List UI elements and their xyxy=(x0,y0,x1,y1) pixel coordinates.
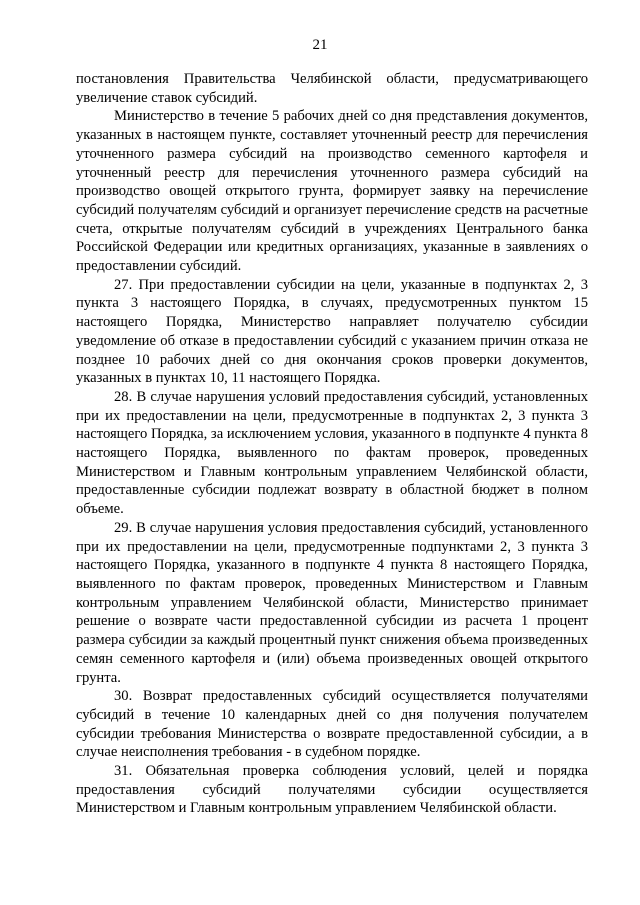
paragraph-29: 29. В случае нарушения условия предоставления субсидий, установленного при их предоставлении на цели, предусмотренные подпунктами 2, 3 пункта 3 настоящего Порядка, указанного в подпункте 4 пункта 8 настоящего Порядка, выявленного по фактам проверок, проведенных Министерством и Главным контрольным управлением Челябинской области, Министерство принимает решение о возврате части предоставленной субсидии из расчета 1 процент размера субсидии за каждый процентный пункт снижения объема произведенных семян семенного картофеля и (или) объема произведенных овощей открытого грунта. xyxy=(76,519,588,686)
document-body xyxy=(76,70,588,818)
paragraph-27: 27. При предоставлении субсидии на цели, указанные в подпунктах 2, 3 пункта 3 настоящего Порядка, в случаях, предусмотренных пунктом 15 настоящего Порядка, Министерство направляет получателю субсидии уведомление об отказе в предоставлении субсидий с указанием причин отказа не позднее 10 рабочих дней со дня окончания сроков проверки документов, указанных в пунктах 10, 11 настоящего Порядка. xyxy=(76,276,588,387)
page-number: 21 xyxy=(312,37,328,53)
paragraph-continuation: постановления Правительства Челябинской области, предусматривающего увеличение ставок субсидий. xyxy=(76,71,588,106)
paragraph-31: 31. Обязательная проверка соблюдения условий, целей и порядка предоставления субсидий получателями субсидии осуществляется Министерством и Главным контрольным управлением Челябинской области. xyxy=(76,763,588,817)
paragraph-ministry-deadline: Министерство в течение 5 рабочих дней со дня представления документов, указанных в настоящем пункте, составляет уточненный реестр для перечисления уточненного размера субсидий на производство семенного картофеля и уточненный реестр для перечисления уточненного размера субсидий на производство овощей открытого грунта, формирует заявку на перечисление субсидий получателям субсидий и организует перечисление средств на расчетные счета, открытые получателям субсидий в учреждениях Центрального банка Российской Федерации или кредитных организациях, указанные в заявлениях о предоставлении субсидий. xyxy=(76,108,588,275)
paragraph-30: 30. Возврат предоставленных субсидий осуществляется получателями субсидий в течение 10 календарных дней со дня получения получателем субсидии требования Министерства о возврате предоставленной субсидии, а в случае неисполнения требования - в судебном порядке. xyxy=(76,688,588,761)
paragraph-28: 28. В случае нарушения условий предоставления субсидий, установленных при их предоставлении на цели, предусмотренные в подпунктах 2, 3 пункта 3 настоящего Порядка, за исключением условия, указанного в подпункте 4 пункта 8 настоящего Порядка, выявленного по фактам проверок, проведенных Министерством и Главным контрольным управлением Челябинской области, предоставленные субсидии подлежат возврату в областной бюджет в полном объеме. xyxy=(76,388,588,518)
